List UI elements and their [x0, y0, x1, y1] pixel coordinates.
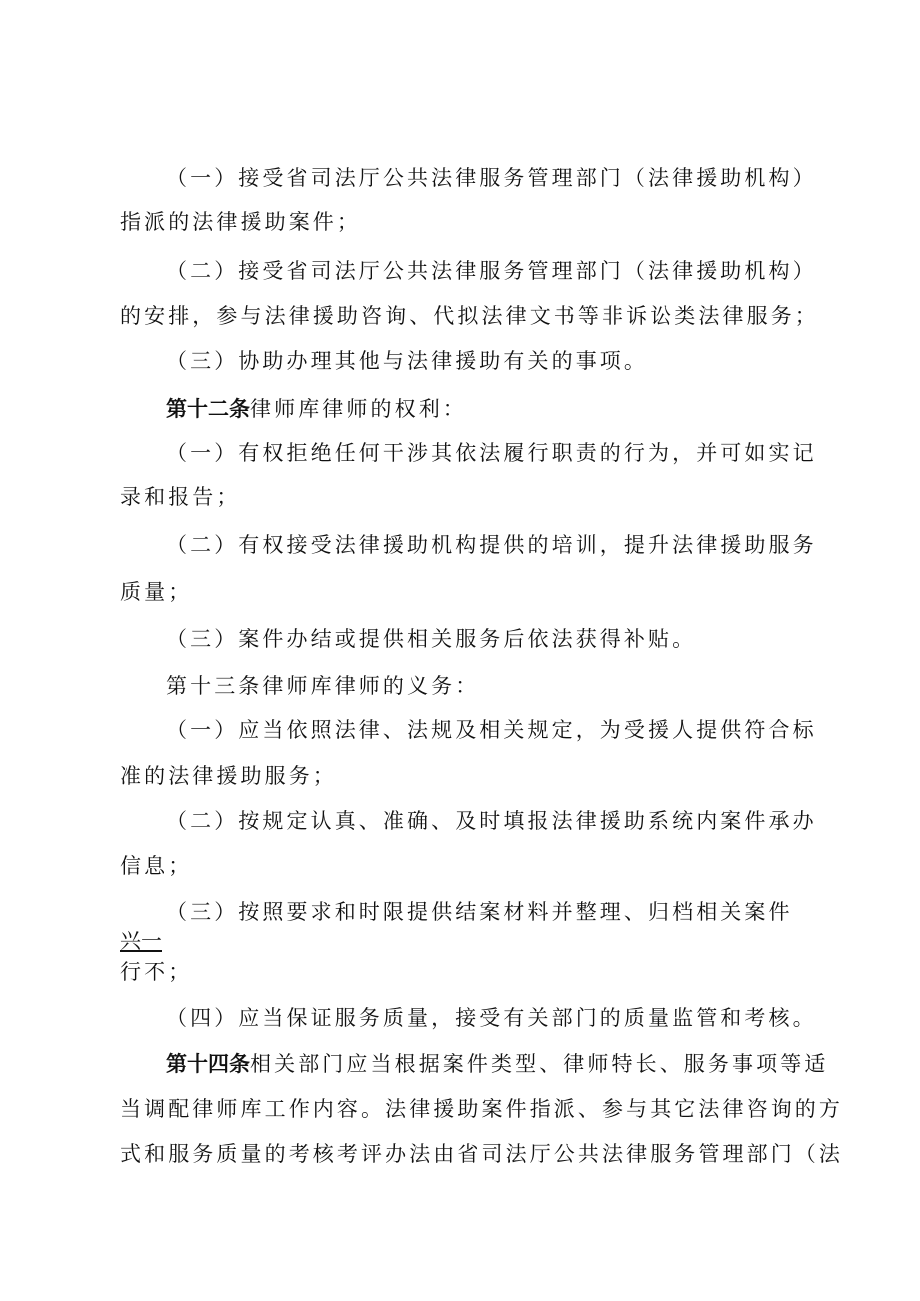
article-12-text: 律师库律师的权利：: [250, 397, 467, 421]
article-14-text: 相关部门应当根据案件类型、律师特长、服务事项等适: [250, 1052, 829, 1076]
line-7: （一）有权拒绝任何干涉其依法履行职责的行为，并可如实记: [166, 441, 817, 465]
line-2: 指派的法律援助案件；: [120, 210, 361, 234]
article-14-line: [166, 1049, 846, 1079]
line-10: 质量；: [120, 580, 193, 604]
line-9: （二）有权接受法律援助机构提供的培训，提升法律援助服务: [166, 533, 817, 557]
line-14: 准的法律援助服务；: [120, 764, 337, 788]
line-1: （一）接受省司法厅公共法律服务管理部门（法律援助机构）: [166, 166, 817, 190]
line-5: （三）协助办理其他与法律援助有关的事项。: [166, 349, 648, 373]
line-8: 录和报告；: [120, 485, 241, 509]
line-19: 行不；: [120, 960, 193, 984]
line-20: （四）应当保证服务质量，接受有关部门的质量监管和考核。: [166, 1006, 817, 1030]
line-4: 的安排，参与法律援助咨询、代拟法律文书等非诉讼类法律服务；: [120, 304, 819, 328]
underlined-fragment: 兴一: [120, 929, 162, 953]
line-13: （一）应当依照法律、法规及相关规定，为受援人提供符合标: [166, 718, 817, 742]
article-12-label: 第十二条: [166, 396, 250, 421]
line-16: 信息；: [120, 854, 193, 878]
line-18: [120, 926, 800, 956]
line-3: （二）接受省司法厅公共法律服务管理部门（法律援助机构）: [166, 259, 817, 283]
line-15: （二）按规定认真、准确、及时填报法律援助系统内案件承办: [166, 809, 817, 833]
article-14-label: 第十四条: [166, 1051, 250, 1076]
line-23: 式和服务质量的考核考评办法由省司法厅公共法律服务管理部门（法: [120, 1142, 843, 1166]
line-17: （三）按照要求和时限提供结案材料并整理、归档相关案件: [166, 900, 793, 924]
line-12: 第十三条律师库律师的义务：: [166, 674, 480, 698]
article-12-line: [166, 394, 846, 424]
line-11: （三）案件办结或提供相关服务后依法获得补贴。: [166, 627, 697, 651]
line-22: 当调配律师库工作内容。法律援助案件指派、参与其它法律咨询的方: [120, 1097, 843, 1121]
